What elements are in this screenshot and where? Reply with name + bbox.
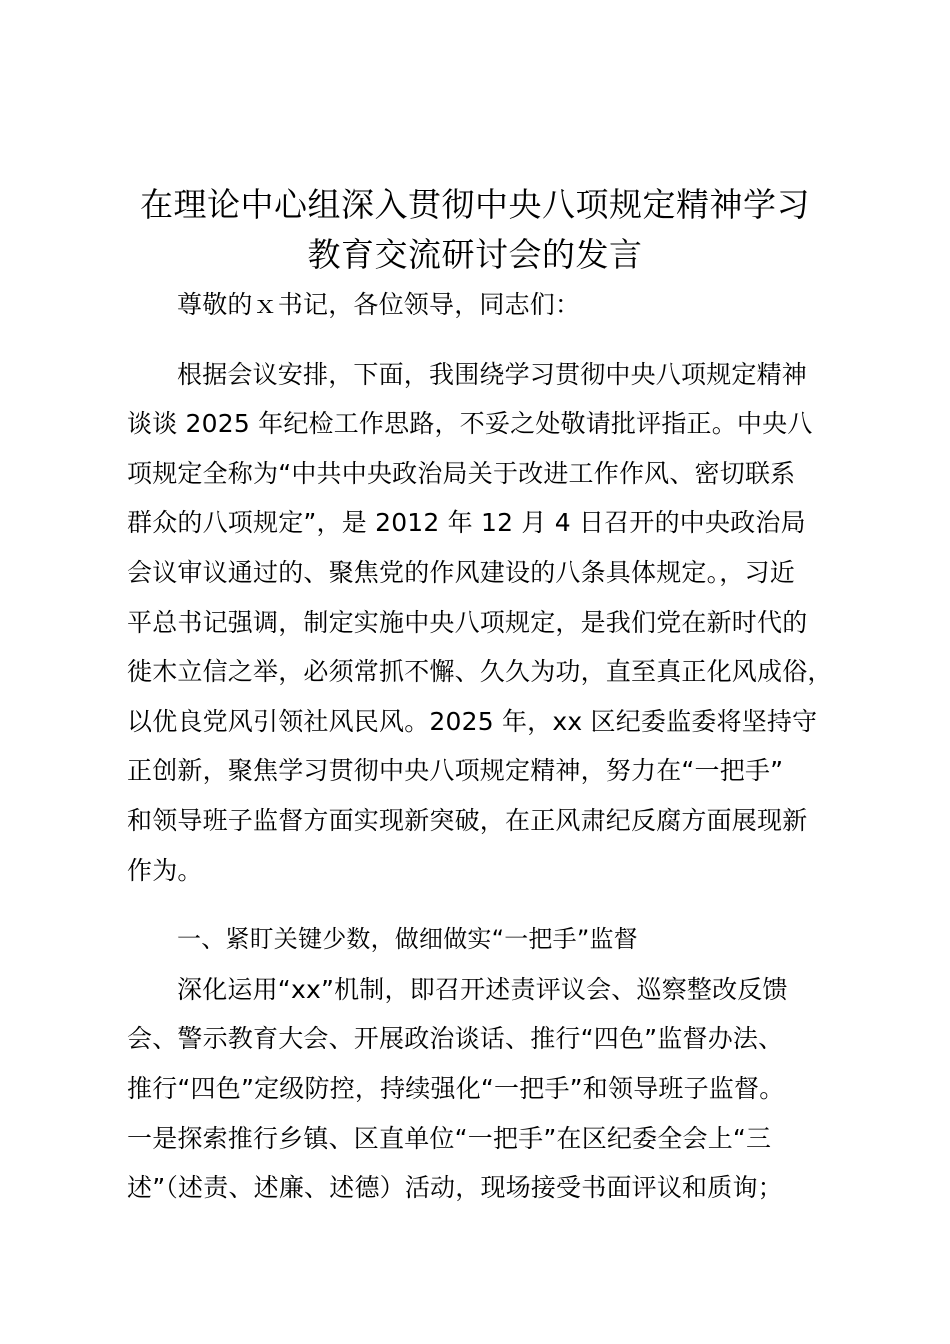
title-line-1: 在理论中心组深入贯彻中央八项规定精神学习 [140, 185, 810, 224]
paragraph-line: 以优良党风引领社风民风。2025 年，xx 区纪委监委将坚持守 [127, 706, 818, 736]
paragraph-2 [127, 965, 837, 1213]
paragraph-line: 会议审议通过的、聚焦党的作风建设的八条具体规定。，习近 [127, 557, 795, 587]
title-line-2: 教育交流研讨会的发言 [307, 235, 643, 274]
document-title [120, 180, 830, 280]
paragraph-line: 推行“四色”定级防控，持续强化“一把手”和领导班子监督。 [127, 1073, 785, 1103]
paragraph-line: 平总书记强调，制定实施中央八项规定，是我们党在新时代的 [127, 607, 808, 637]
paragraph-line: 正创新，聚焦学习贯彻中央八项规定精神，努力在“一把手” [127, 756, 784, 786]
paragraph-line: 根据会议安排，下面，我围绕学习贯彻中央八项规定精神 [177, 359, 808, 389]
paragraph-line: 谈谈 2025 年纪检工作思路，不妥之处敬请批评指正。中央八 [127, 409, 813, 439]
paragraph-line: 会、警示教育大会、开展政治谈话、推行“四色”监督办法、 [127, 1024, 784, 1054]
paragraph-line: 徙木立信之举，必须常抓不懈、久久为功，直至真正化风成俗， [127, 657, 833, 687]
paragraph-1 [127, 350, 837, 896]
paragraph-line: 和领导班子监督方面实现新突破，在正风肃纪反腐方面展现新 [127, 805, 808, 835]
paragraph-line: 群众的八项规定”，是 2012 年 12 月 4 日召开的中央政治局 [127, 508, 806, 538]
document-body [127, 280, 837, 1213]
paragraph-line: 一是探索推行乡镇、区直单位“一把手”在区纪委全会上“三 [127, 1123, 772, 1153]
section-heading: 一、紧盯关键少数，做细做实“一把手”监督 [177, 925, 638, 954]
paragraph-line: 作为。 [127, 855, 203, 885]
paragraph-line: 深化运用“xx”机制，即召开述责评议会、巡察整改反馈 [177, 974, 788, 1004]
paragraph-line: 述”（述责、述廉、述德）活动，现场接受书面评议和质询； [127, 1173, 783, 1203]
salutation: 尊敬的ｘ书记，各位领导，同志们： [177, 290, 581, 319]
paragraph-line: 项规定全称为“中共中央政治局关于改进工作作风、密切联系 [127, 458, 796, 488]
